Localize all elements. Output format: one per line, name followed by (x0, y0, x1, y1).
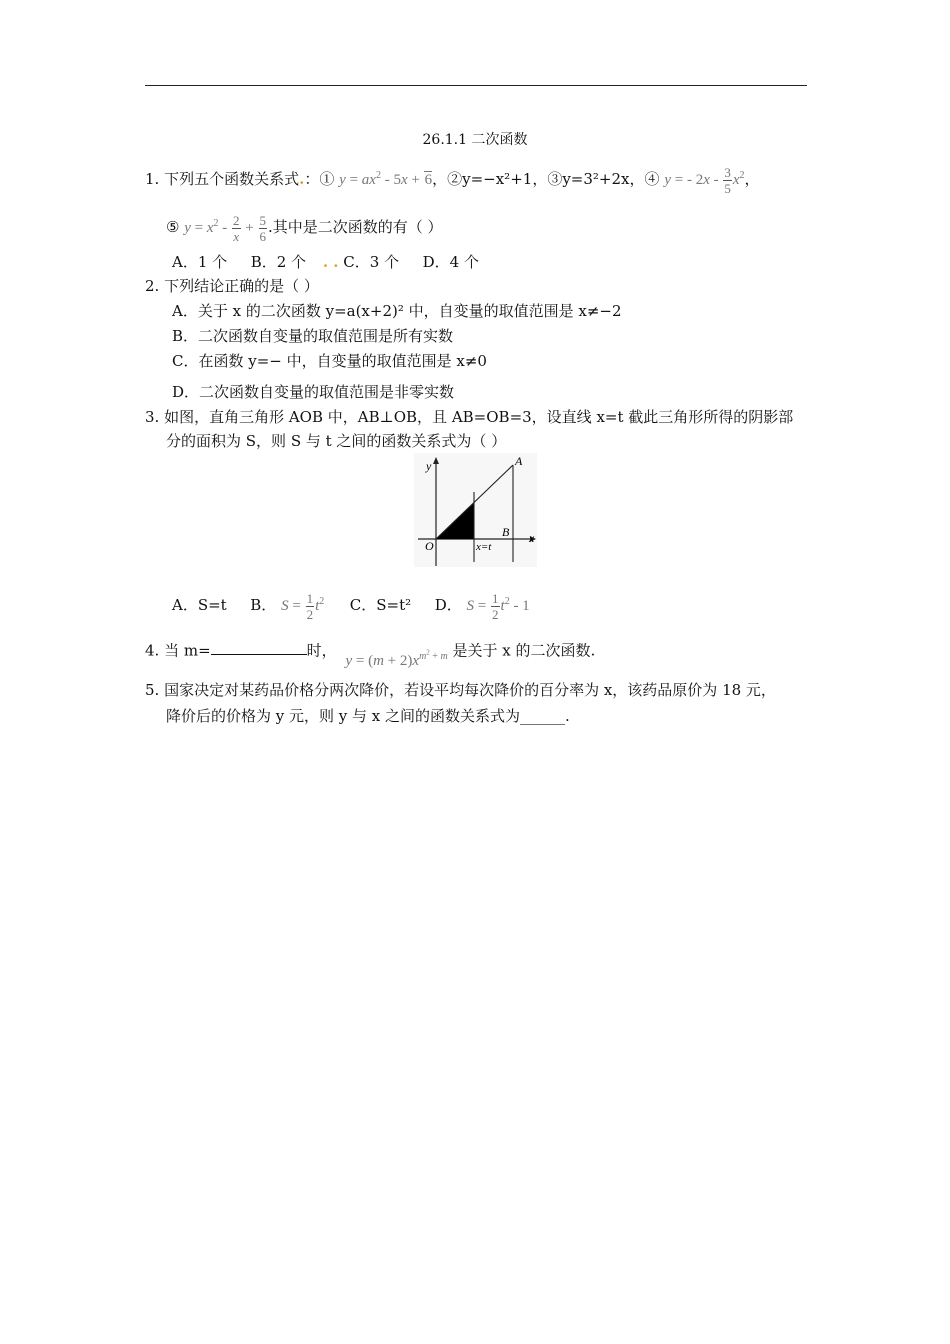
label-b: B (502, 525, 510, 539)
q1-expr-4-label: ④ (644, 169, 660, 188)
q1-option-a[interactable]: A．1 个 (172, 253, 228, 271)
q3-option-a[interactable]: A．S=t (172, 595, 227, 614)
q3-line-1: 3. 如图，直角三角形 AOB 中，AB⊥OB，且 AB=OB=3，设直线 x=t 截此三角形所得的阴影部 (145, 408, 794, 426)
q4-prefix: 4. 当 m= (145, 641, 211, 660)
q3-option-d-label[interactable]: D． (434, 595, 462, 614)
q1-tail: .其中是二次函数的有（ ） (268, 217, 443, 236)
q2-option-a[interactable]: A．关于 x 的二次函数 y=a(x+2)² 中，自变量的取值范围是 x≠−2 (172, 302, 622, 320)
label-x: x (529, 531, 535, 545)
q1-option-c[interactable]: C．3 个 (343, 253, 400, 271)
q1-stem: 1. 下列五个函数关系式 (145, 169, 300, 188)
q1-expr-5-label: ⑤ (166, 217, 180, 236)
q3-option-d-math: S = $\frac{1}{2}$ $t^2 - 1$ (466, 591, 530, 622)
q4-suffix: 是关于 x 的二次函数. (452, 641, 596, 660)
q5-line-2: 降价后的价格为 y 元，则 y 与 x 之间的函数关系式为______. (166, 707, 570, 725)
q1-expr-5: $y = x^2$ - $\frac{2}{x}$ + $\frac{5}{6}$ (184, 213, 267, 244)
q3-option-b-math: S = $\frac{1}{2}$ $t^2$ (281, 591, 325, 622)
question-4 (145, 633, 596, 670)
q3-option-c[interactable]: C．S=t² (349, 595, 412, 614)
q2-option-c[interactable]: C．在函数 y=− 中，自变量的取值范围是 x≠0 (172, 352, 487, 370)
q1-expr-2: ②y=−x²+1 (447, 169, 533, 188)
q3-figure (412, 452, 542, 570)
q2-option-d[interactable]: D．二次函数自变量的取值范围是非零实数 (172, 383, 455, 401)
q2-option-b[interactable]: B．二次函数自变量的取值范围是所有实数 (172, 327, 454, 345)
q3-line-2: 分的面积为 S，则 S 与 t 之间的函数关系式为（ ） (166, 432, 507, 450)
label-o: O (425, 539, 434, 553)
question-1-line-1: 1. 下列五个函数关系式.：① $y = ax^2 - 5x + 6$，②y=−x²+1，③y=3²+2x，④ y = - 2x - $\frac{3}{5}$ $x^2$， (145, 165, 760, 196)
q1-expr-1: $y = ax^2 - 5x + 6$ (339, 169, 433, 188)
question-1-line-2 (166, 213, 443, 244)
question-1-options: A．1 个 B．2 个 . . C．3 个 D．4 个 (172, 253, 479, 271)
question-3-options (172, 591, 530, 622)
header-rule (145, 85, 807, 86)
q4-mid: 时， (306, 641, 337, 660)
q3-option-b-label[interactable]: B． (250, 595, 277, 614)
q1-expr-3: ③y=3²+2x (547, 169, 630, 188)
q1-option-d[interactable]: D．4 个 (422, 253, 479, 271)
q1-expr-4: y = - 2x - $\frac{3}{5}$ $x^2$ (664, 165, 745, 196)
q1-option-b[interactable]: B．2 个 (250, 253, 307, 271)
label-a: A (515, 454, 523, 468)
q5-line-1: 5. 国家决定对某药品价格分两次降价，若设平均每次降价的百分率为 x，该药品原价为 18 元， (145, 681, 776, 699)
label-x-equals-t: x=t (476, 541, 492, 553)
q2-stem: 2. 下列结论正确的是（ ） (145, 277, 319, 295)
q4-answer-blank[interactable] (211, 654, 263, 655)
q4-math: $y = (m + 2)x^{m^2 + m}$ (345, 649, 448, 670)
page-title: 26.1.1 二次函数 (422, 132, 528, 148)
q1-expr-1-label: ① (319, 169, 335, 188)
label-y: y (426, 459, 432, 473)
